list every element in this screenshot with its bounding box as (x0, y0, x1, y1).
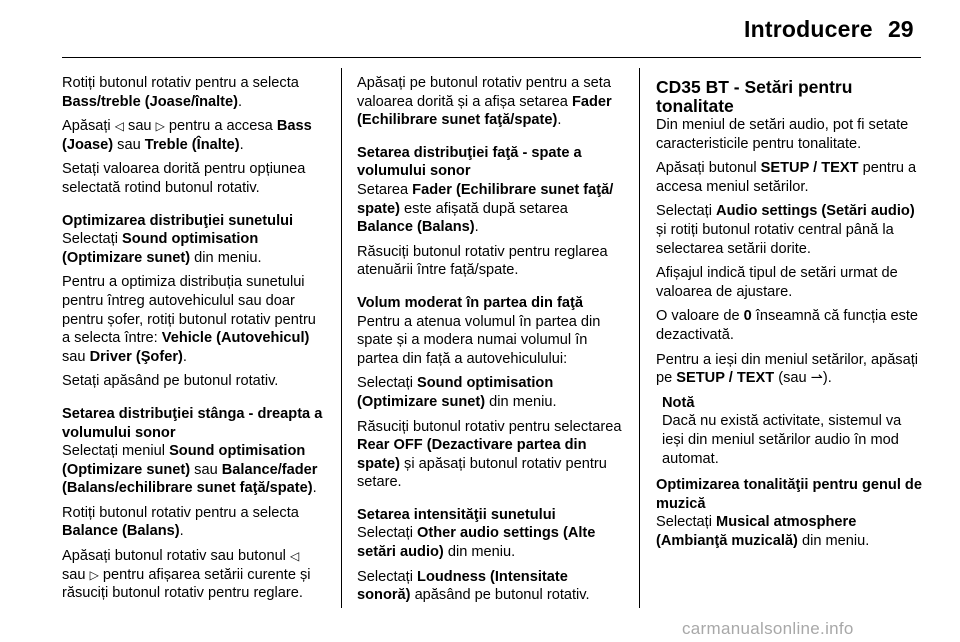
section-heading: Setarea distribuţiei stânga - dreapta a volumului sonor (62, 405, 323, 441)
arrow-right-icon: ▷ (155, 119, 165, 134)
header-rule (62, 57, 921, 58)
page-title: Introducere (744, 16, 873, 42)
paragraph: Pentru a optimiza distribuția sunetului pentru întreg autovehiculul sau doar pentru șofer, rotiți butonul rotativ pentru a selecta între: Vehicle (Autovehicul) sau Driver (Şofer). (62, 274, 316, 365)
note-title: Notă (662, 394, 695, 411)
note-box (662, 394, 924, 468)
paragraph: Selectați Other audio settings (Alte setări audio) din meniu. (357, 525, 596, 561)
arrow-left-icon: ◁ (114, 119, 124, 134)
back-arrow-icon: ⇀ (810, 370, 823, 387)
paragraph: Răsuciți butonul rotativ pentru reglarea atenuării între față/spate. (357, 243, 608, 279)
section-heading: Setarea distribuţiei faţă - spate a volumului sonor (357, 144, 582, 180)
paragraph: Rotiți butonul rotativ pentru a selecta Bass/treble (Joase/înalte). (62, 75, 299, 110)
paragraph: Pentru a atenua volumul în partea din spate și a modera numai volumul în partea din față a autovehiculului: (357, 313, 601, 367)
paragraph: Selectați Sound optimisation (Optimizare sunet) din meniu. (357, 375, 557, 410)
paragraph: Selectați Sound optimisation (Optimizare sunet) din meniu. (62, 231, 262, 266)
paragraph: Apăsați butonul SETUP / TEXT pentru a accesa meniul setărilor. (656, 160, 917, 195)
paragraph: Selectați meniul Sound optimisation (Optimizare sunet) sau Balance/fader (Balans/echilibrare sunet faţă/spate). (62, 443, 318, 497)
watermark: carmanualsonline.info (682, 619, 854, 638)
paragraph: Din meniul de setări audio, pot fi setate caracteristicile pentru tonalitate. (656, 117, 909, 152)
section-heading: Optimizarea tonalităţii pentru genul de muzică (656, 477, 922, 512)
column-2 (357, 74, 625, 611)
paragraph: Selectați Musical atmosphere (Ambianţă muzicală) din meniu. (656, 514, 870, 549)
paragraph: O valoare de 0 înseamnă că funcția este dezactivată. (656, 308, 919, 343)
section-heading: Setarea intensităţii sunetului (357, 506, 556, 523)
paragraph: Afișajul indică tipul de setări urmat de valoarea de ajustare. (656, 265, 898, 300)
column-divider (341, 68, 342, 608)
paragraph: Apăsați ◁ sau ▷ pentru a accesa Bass (Joase) sau Treble (Înalte). (62, 118, 312, 153)
paragraph: Rotiți butonul rotativ pentru a selecta Balance (Balans). (62, 504, 299, 540)
paragraph: Apăsați butonul rotativ sau butonul ◁ sau ▷ pentru afișarea setării curente și răsuciți butonul rotativ pentru reglare. (62, 548, 311, 602)
paragraph: Răsuciți butonul rotativ pentru selectarea Rear OFF (Dezactivare partea din spate) și apăsați butonul rotativ pentru setare. (357, 418, 622, 491)
column-1 (62, 74, 324, 609)
arrow-left-icon: ◁ (289, 549, 300, 564)
section-heading: Volum moderat în partea din faţă (357, 294, 583, 311)
paragraph: Setarea Fader (Echilibrare sunet faţă/ spate) este afișată după setarea Balance (Balans). (357, 181, 614, 236)
note-body: Dacă nu există activitate, sistemul va ieși din meniul setărilor audio în mod automat. (662, 413, 902, 467)
paragraph: Setați apăsând pe butonul rotativ. (62, 373, 279, 390)
page-number: 29 (888, 16, 914, 42)
column-3 (656, 78, 924, 556)
paragraph: Setați valoarea dorită pentru opțiunea selectată rotind butonul rotativ. (62, 161, 306, 196)
column-divider (639, 68, 640, 608)
paragraph: Pentru a ieși din meniul setărilor, apăsați pe SETUP / TEXT (sau ⇀). (656, 351, 919, 387)
paragraph: Selectați Loudness (Intensitate sonoră) apăsând pe butonul rotativ. (357, 568, 590, 604)
section-title: CD35 BT - Setări pentru tonalitate (656, 77, 853, 116)
paragraph: Selectați Audio settings (Setări audio) și rotiți butonul rotativ central până la selectarea setării dorite. (656, 203, 915, 257)
section-heading: Optimizarea distribuţiei sunetului (62, 212, 294, 229)
arrow-right-icon: ▷ (89, 567, 99, 582)
paragraph: Apăsați pe butonul rotativ pentru a seta valoarea dorită și a afișa setarea Fader (Echilibrare sunet faţă/spate). (357, 75, 612, 129)
